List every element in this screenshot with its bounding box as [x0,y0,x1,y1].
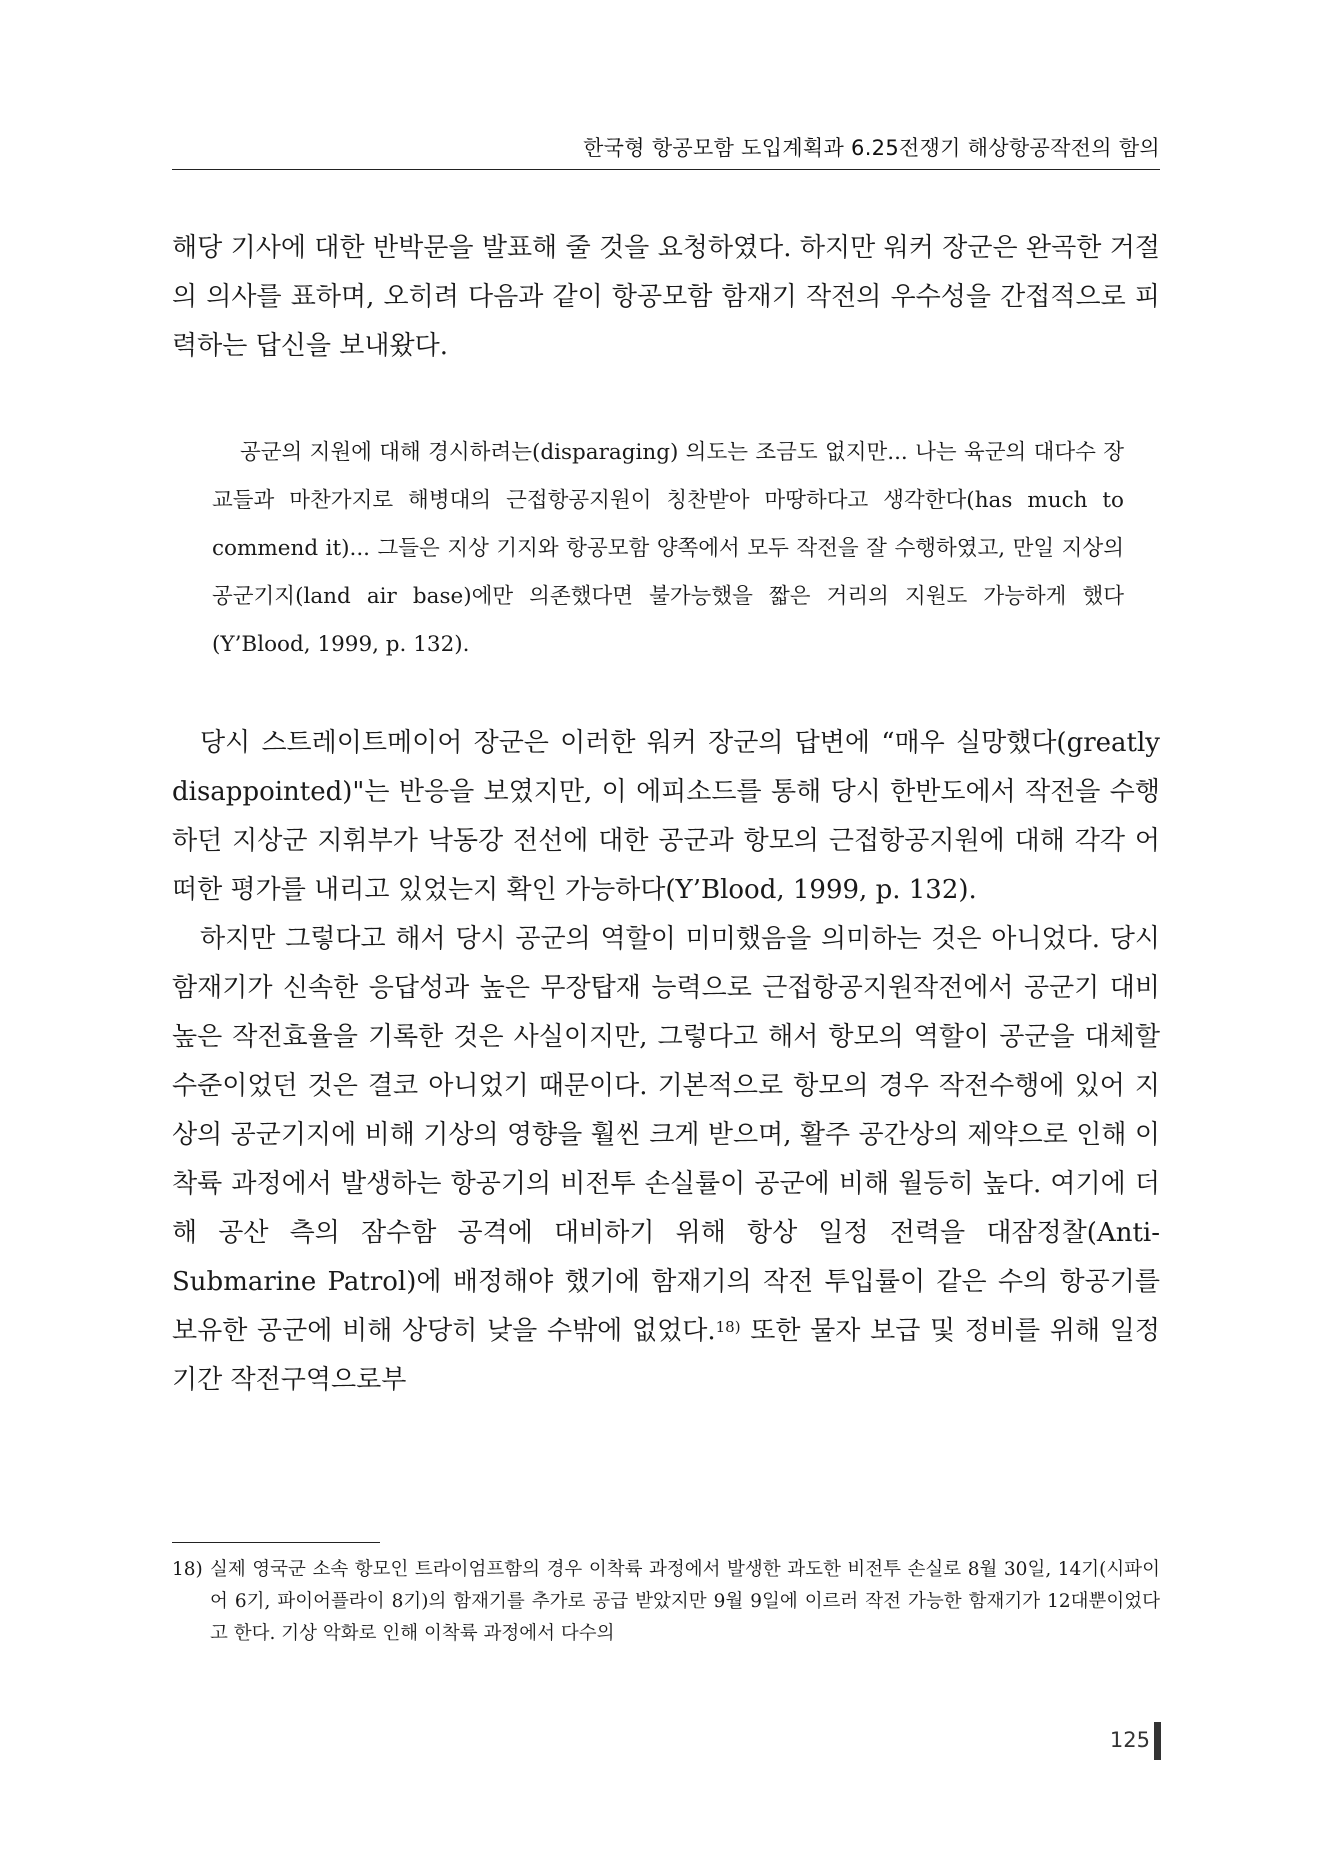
block-quote [212,429,1124,669]
body-section [172,719,1160,1405]
footnote-number: 18) [172,1559,203,1580]
paragraph-1 [172,224,1160,371]
paragraph-3-text: 하지만 그렇다고 해서 당시 공군의 역할이 미미했음을 의미하는 것은 아니었다. 당시 함재기가 신속한 응답성과 높은 무장탑재 능력으로 근접항공지원작전에서 공군기 대비 높은 작전효율을 기록한 것은 사실이지만, 그렇다고 해서 항모의 역할이 공군을 대체할 수준이었던 것은 결코 아니었기 때문이다. 기본적으로 항모의 경우 작전수행에 있어 지상의 공군기지에 비해 기상의 영향을 훨씬 크게 받으며, 활주 공간상의 제약으로 인해 이착륙 과정에서 발생하는 항공기의 비전투 손실률이 공군에 비해 월등히 높다. 여기에 더해 공산 측의 잠수함 공격에 대비하기 위해 항상 일정 전력을 대잠정찰(Anti-Submarine Patrol)에 배정해야 했기에 함재기의 작전 투입률이 같은 수의 항공기를 보유한 공군에 비해 상당히 낮을 수밖에 없었다. [172,924,1160,1346]
paragraph-1-text: 해당 기사에 대한 반박문을 발표해 줄 것을 요청하였다. 하지만 워커 장군은 완곡한 거절의 의사를 표하며, 오히려 다음과 같이 항공모함 함재기 작전의 우수성을 간접적으로 피력하는 답신을 보내왔다. [172,233,1160,361]
paragraph-3 [172,915,1160,1405]
header-rule [172,169,1160,170]
footnote-rule [172,1542,380,1543]
running-title: 한국형 항공모함 도입계획과 6.25전쟁기 해상항공작전의 함의 [583,136,1160,160]
footnote-reference[interactable]: 18) [715,1318,741,1336]
footnote-text: 실제 영국군 소속 항모인 트라이엄프함의 경우 이착륙 과정에서 발생한 과도한 비전투 손실로 8월 30일, 14기(시파이어 6기, 파이어플라이 8기)의 함재기를 추가로 공급 받았지만 9월 9일에 이르러 작전 가능한 함재기가 12대뿐이었다고 한다. 기상 악화로 인해 이착륙 과정에서 다수의 [210,1559,1160,1644]
footnote-18 [172,1554,1160,1650]
page-number: 125 [1109,1728,1150,1752]
block-quote-text: 공군의 지원에 대해 경시하려는(disparaging) 의도는 조금도 없지만... 나는 육군의 대다수 장교들과 마찬가지로 해병대의 근접항공지원이 칭찬받아 마땅하다고 생각한다(has much to commend it)... 그들은 지상 기지와 항공모함 양쪽에서 모두 작전을 잘 수행하였고, 만일 지상의 공군기지(land air base)에만 의존했다면 불가능했을 짧은 거리의 지원도 가능하게 했다(Y’Blood, 1999, p. 132). [212,440,1124,657]
page-number-bar [1154,1722,1161,1760]
paragraph-2: 당시 스트레이트메이어 장군은 이러한 워커 장군의 답변에 “매우 실망했다(greatly disappointed)"는 반응을 보였지만, 이 에피소드를 통해 당시 한반도에서 작전을 수행하던 지상군 지휘부가 낙동강 전선에 대한 공군과 항모의 근접항공지원에 대해 각각 어떠한 평가를 내리고 있었는지 확인 가능하다(Y’Blood, 1999, p. 132). [172,728,1160,905]
paragraph-3-continuation: 또한 물자 보급 및 정비를 위해 일정기간 작전구역으로부 [172,1316,1161,1395]
